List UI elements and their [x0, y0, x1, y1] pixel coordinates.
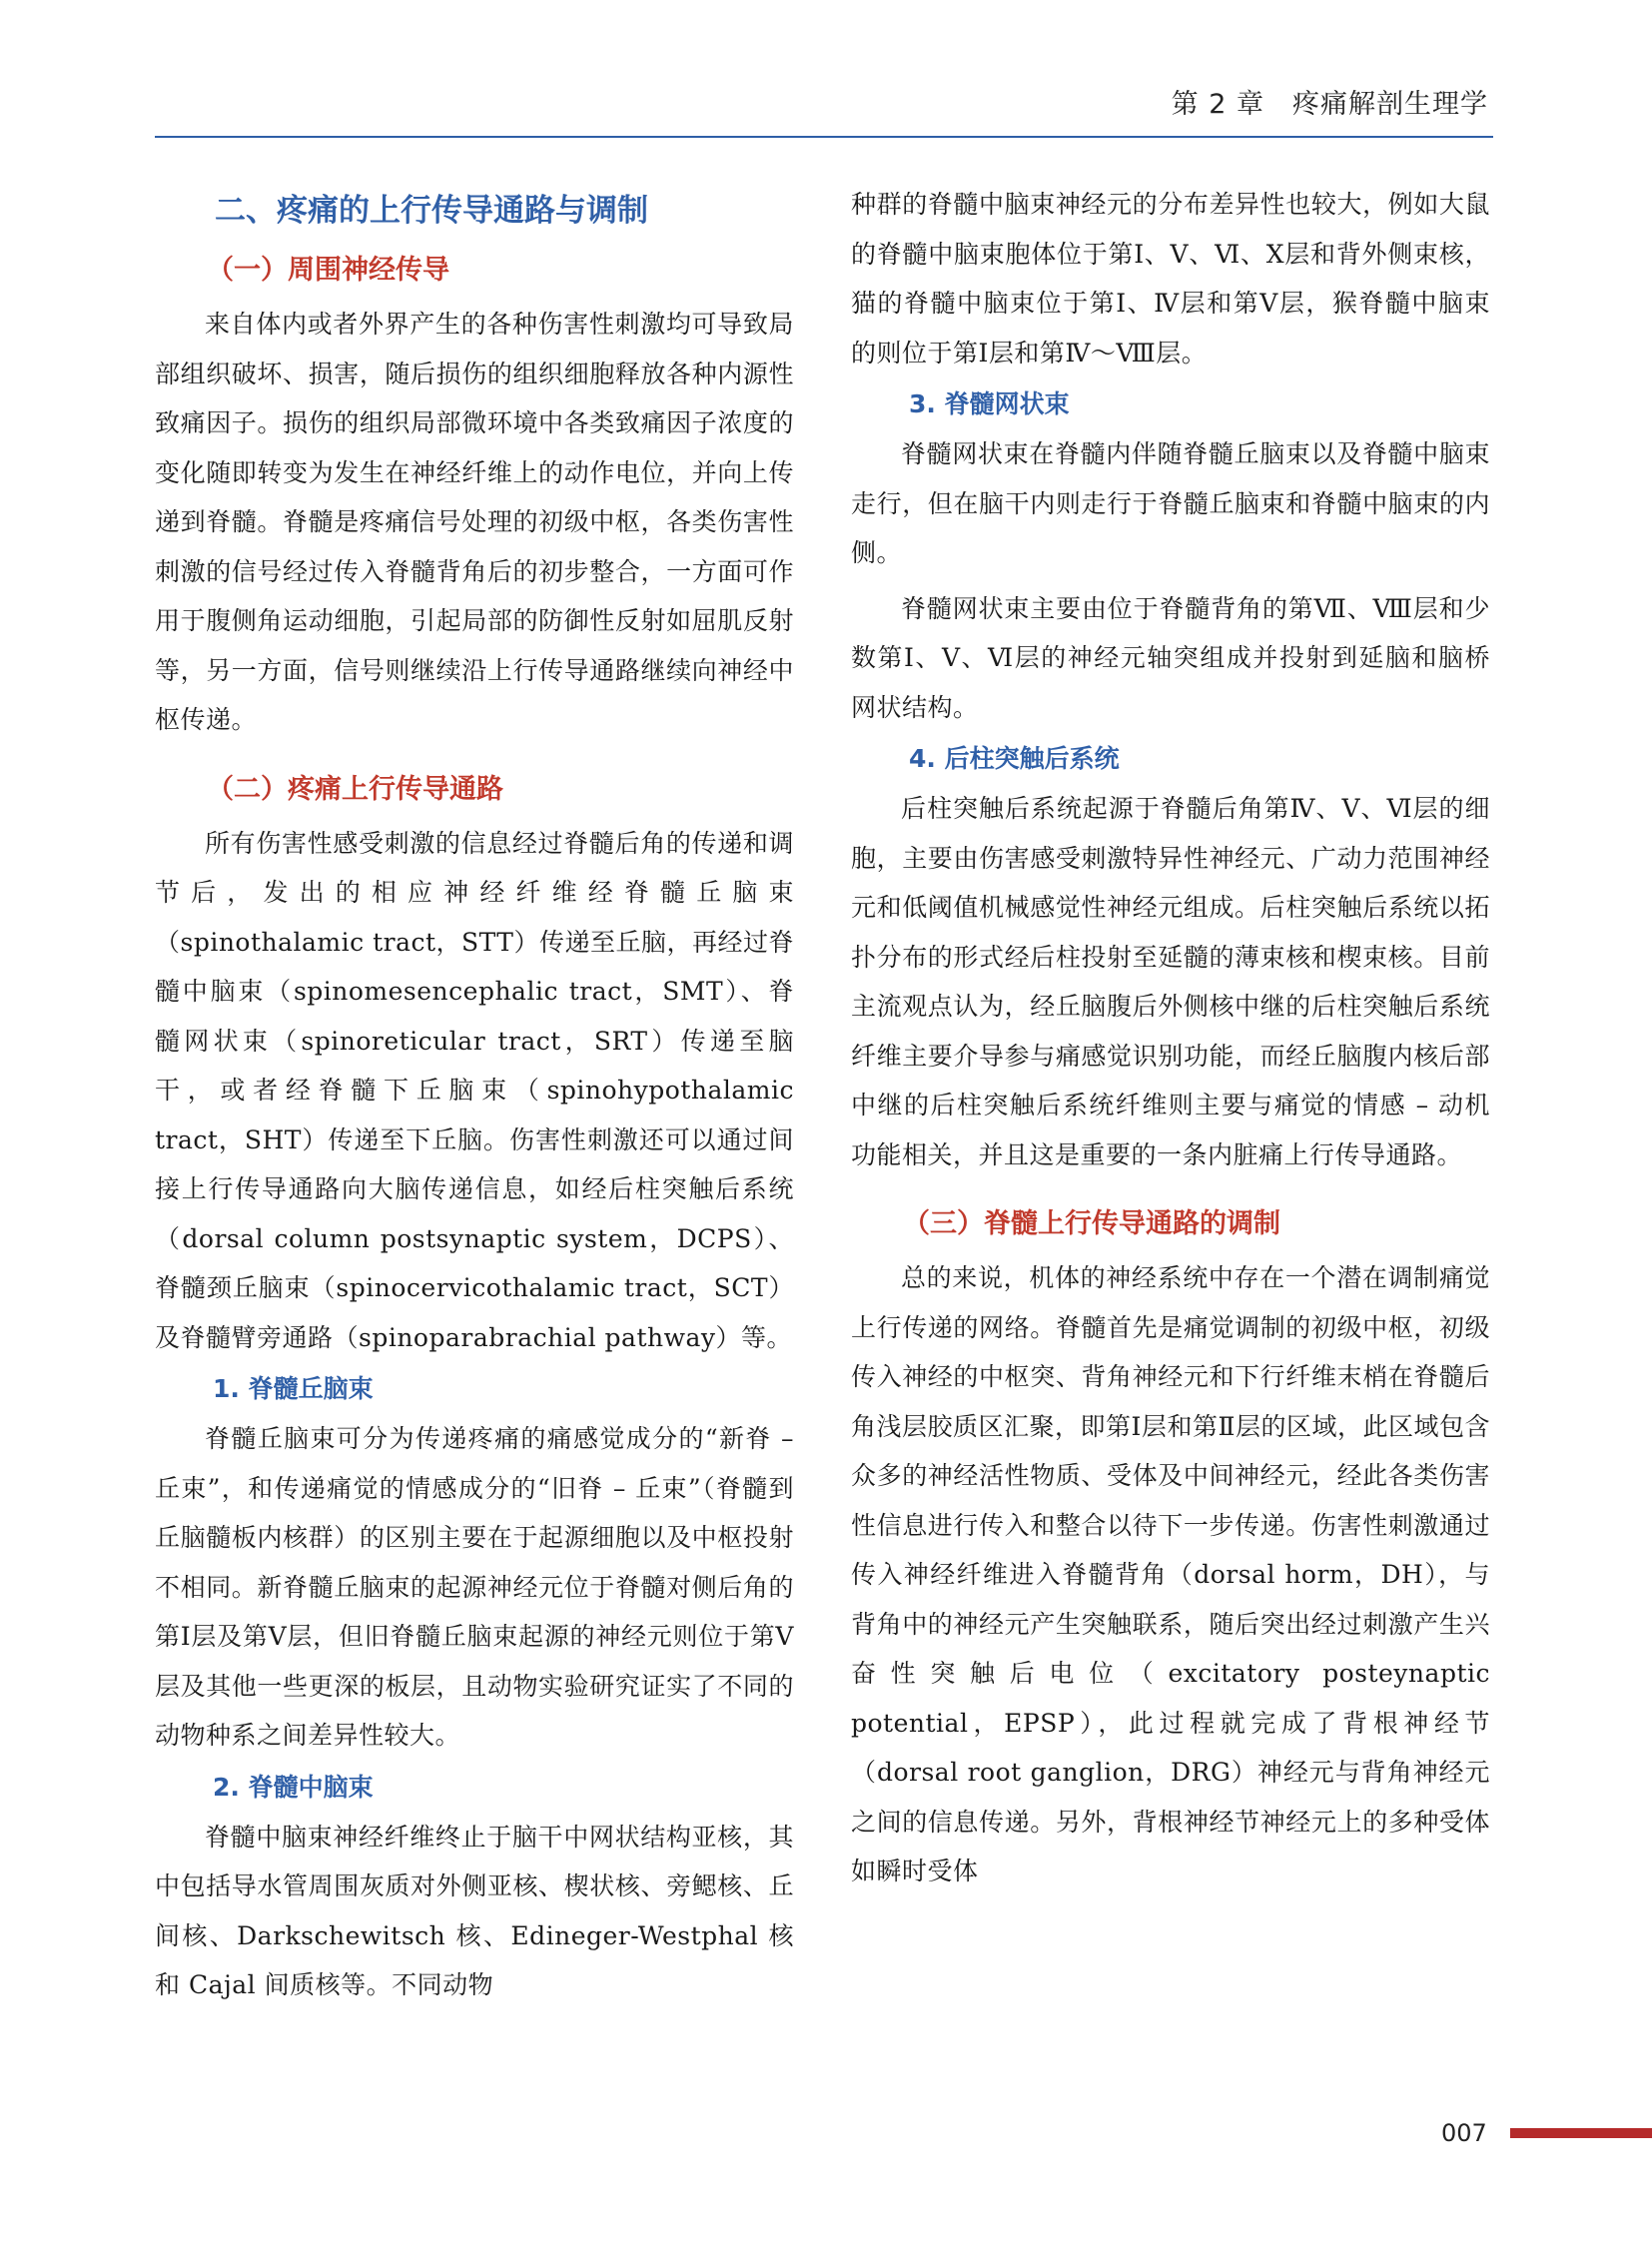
paragraph-stt: 脊髓丘脑束可分为传递疼痛的痛感觉成分的“新脊 – 丘束”，和传递痛觉的情感成分的“旧脊 – 丘束”（脊髓到丘脑髓板内核群）的区别主要在于起源细胞以及中枢投射不相同。新脊髓丘脑束的起源神经元位于脊髓对侧后角的第Ⅰ层及第Ⅴ层，但旧脊髓丘脑束起源的神经元则位于第Ⅴ层及其他一些更深的板层，且动物实验研究证实了不同的动物种系之间差异性较大。	[155, 1424, 794, 1750]
heading-srt: 3. 脊髓网状束	[909, 389, 1070, 418]
paragraph-smt-continued: 种群的脊髓中脑束神经元的分布差异性也较大，例如大鼠的脊髓中脑束胞体位于第Ⅰ、Ⅴ、Ⅵ、Ⅹ层和背外侧束核，猫的脊髓中脑束位于第Ⅰ、Ⅳ层和第Ⅴ层，猴脊髓中脑束的则位于第Ⅰ层和第Ⅳ～Ⅷ层。	[851, 190, 1490, 368]
header-rule	[155, 136, 1493, 138]
heading-stt: 1. 脊髓丘脑束	[213, 1374, 374, 1403]
left-column	[155, 180, 794, 2010]
subsection-title-modulation: （三）脊髓上行传导通路的调制	[903, 1208, 1280, 1239]
running-header: 第 2 章 疼痛解剖生理学	[1171, 89, 1488, 120]
heading-smt: 2. 脊髓中脑束	[213, 1772, 374, 1802]
paragraph-dcps: 后柱突触后系统起源于脊髓后角第Ⅳ、Ⅴ、Ⅵ层的细胞，主要由伤害感受刺激特异性神经元、广动力范围神经元和低阈值机械感觉性神经元组成。后柱突触后系统以拓扑分布的形式经后柱投射至延髓的薄束核和楔束核。目前主流观点认为，经丘脑腹后外侧核中继的后柱突触后系统纤维主要介导参与痛感觉识别功能，而经丘脑腹内核后部中继的后柱突触后系统纤维则主要与痛觉的情感 – 动机功能相关，并且这是重要的一条内脏痛上行传导通路。	[851, 794, 1490, 1169]
paragraph-smt: 脊髓中脑束神经纤维终止于脑干中网状结构亚核，其中包括导水管周围灰质对外侧亚核、楔状核、旁鳃核、丘间核、Darkschewitsch 核、Edineger-Westphal 核和 Cajal 间质核等。不同动物	[155, 1822, 794, 1999]
paragraph-srt-2: 脊髓网状束主要由位于脊髓背角的第Ⅶ、Ⅷ层和少数第Ⅰ、Ⅴ、Ⅵ层的神经元轴突组成并投射到延脑和脑桥网状结构。	[851, 593, 1490, 722]
section-title: 二、疼痛的上行传导通路与调制	[215, 193, 648, 229]
page-number: 007	[1441, 2119, 1487, 2147]
page-accent-bar	[1510, 2128, 1652, 2138]
subsection-title-ascending: （二）疼痛上行传导通路	[207, 773, 503, 805]
subsection-title-peripheral: （一）周围神经传导	[207, 255, 449, 286]
paragraph-ascending: 所有伤害性感受刺激的信息经过脊髓后角的传递和调节后，发出的相应神经纤维经脊髓丘脑束（spinothalamic tract，STT）传递至丘脑，再经过脊髓中脑束（spinomesencephalic tract，SMT）、脊髓网状束（spinoreticular tract，SRT）传递至脑干，或者经脊髓下丘脑束（spinohypothalamic tract，SHT）传递至下丘脑。伤害性刺激还可以通过间接上行传导通路向大脑传递信息，如经后柱突触后系统（dorsal column postsynaptic system，DCPS）、脊髓颈丘脑束（spinocervicothalamic tract，SCT）及脊髓臂旁通路（spinoparabrachial pathway）等。	[155, 828, 794, 1352]
right-column	[851, 180, 1490, 1896]
paragraph-peripheral: 来自体内或者外界产生的各种伤害性刺激均可导致局部组织破坏、损害，随后损伤的组织细胞释放各种内源性致痛因子。损伤的组织局部微环境中各类致痛因子浓度的变化随即转变为发生在神经纤维上的动作电位，并向上传递到脊髓。脊髓是疼痛信号处理的初级中枢，各类伤害性刺激的信号经过传入脊髓背角后的初步整合，一方面可作用于腹侧角运动细胞，引起局部的防御性反射如屈肌反射等，另一方面，信号则继续沿上行传导通路继续向神经中枢传递。	[155, 310, 794, 734]
heading-dcps: 4. 后柱突触后系统	[909, 744, 1120, 773]
paragraph-modulation: 总的来说，机体的神经系统中存在一个潜在调制痛觉上行传递的网络。脊髓首先是痛觉调制的初级中枢，初级传入神经的中枢突、背角神经元和下行纤维末梢在脊髓后角浅层胶质区汇聚，即第Ⅰ层和第Ⅱ层的区域，此区域包含众多的神经活性物质、受体及中间神经元，经此各类伤害性信息进行传入和整合以待下一步传递。伤害性刺激通过传入神经纤维进入脊髓背角（dorsal horm，DH），与背角中的神经元产生突触联系，随后突出经过刺激产生兴奋性突触后电位（excitatory posteynaptic potential，EPSP），此过程就完成了背根神经节（dorsal root ganglion，DRG）神经元与背角神经元之间的信息传递。另外，背根神经节神经元上的多种受体如瞬时受体	[851, 1263, 1490, 1885]
paragraph-srt-1: 脊髓网状束在脊髓内伴随脊髓丘脑束以及脊髓中脑束走行，但在脑干内则走行于脊髓丘脑束和脊髓中脑束的内侧。	[851, 439, 1490, 567]
